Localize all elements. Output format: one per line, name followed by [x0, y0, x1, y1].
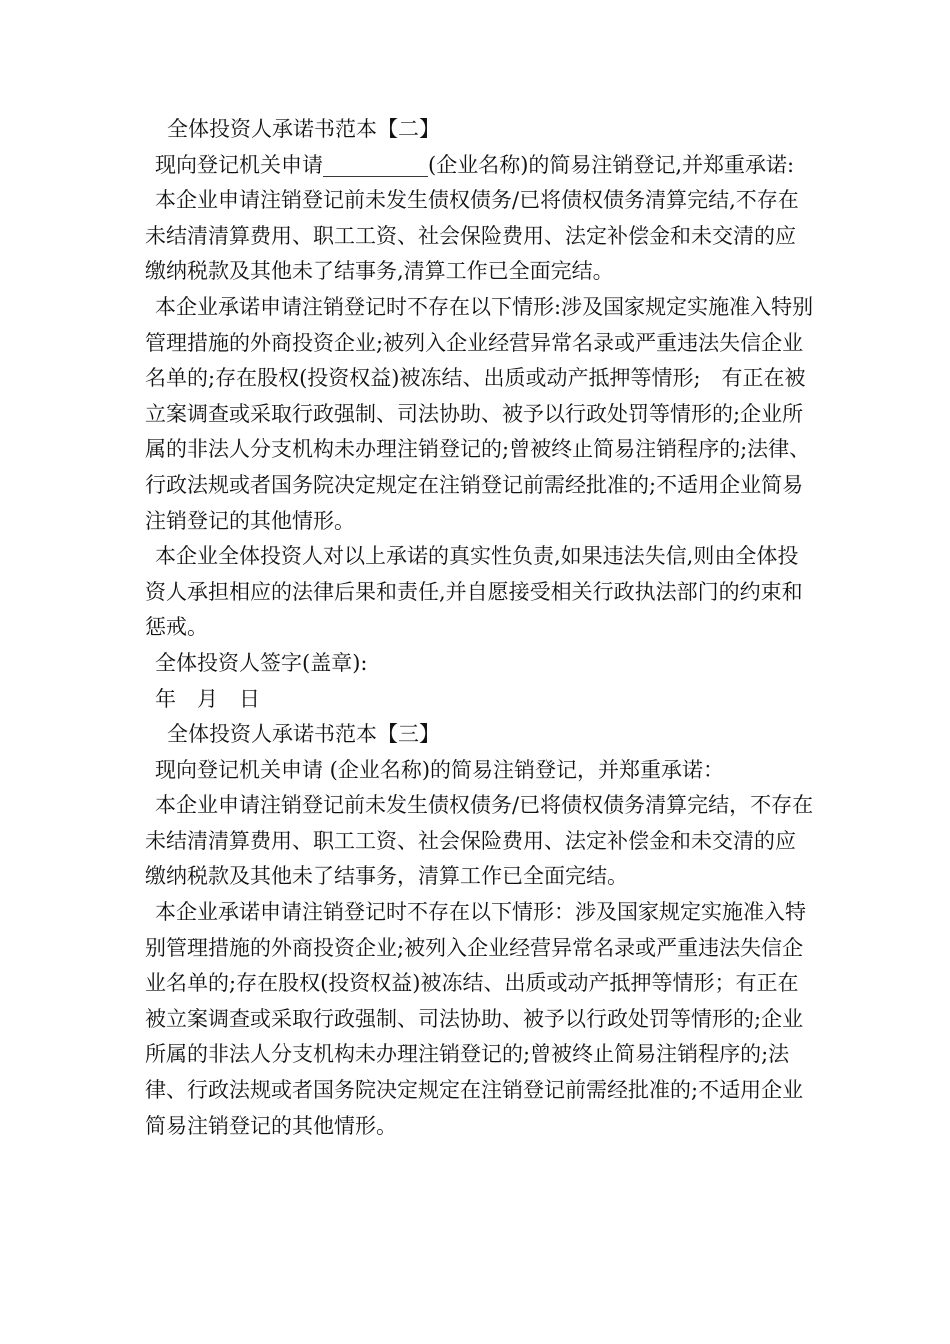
section2-title: 全体投资人承诺书范本【二】 [167, 117, 440, 141]
section2-para1: 现向登记机关申请__________(企业名称)的简易注销登记,并郑重承诺: [155, 152, 795, 177]
section2-para3: 本企业承诺申请注销登记时不存在以下情形:涉及国家规定实施准入特别管理措施的外商投资企业;被列入企业经营异常名录或严重违法失信企业名单的;存在股权(投资权益)被冻结、出质或动产抵押等情形; 有正在被立案调查或采取行政强制、司法协助、被予以行政处罚等情形的;企业所属的非法人分支机构未办理注销登记的;曾被终止简易注销程序的;法律、行政法规或者国务院决定规定在注销登记前需经批准的;不适用企业简易注销登记的其他情形。 [145, 294, 814, 533]
section2-date: 年 月 日 [155, 686, 260, 711]
document-page [145, 112, 815, 1144]
section2-signature: 全体投资人签字(盖章): [155, 650, 368, 675]
section3-para1: 现向登记机关申请 (企业名称)的简易注销登记，并郑重承诺： [155, 757, 725, 782]
section3-para3: 本企业承诺申请注销登记时不存在以下情形：涉及国家规定实施准入特别管理措施的外商投资企业;被列入企业经营异常名录或严重违法失信企业名单的;存在股权(投资权益)被冻结、出质或动产抵押等情形；有正在被立案调查或采取行政强制、司法协助、被予以行政处罚等情形的;企业所属的非法人分支机构未办理注销登记的;曾被终止简易注销程序的;法律、行政法规或者国务院决定规定在注销登记前需经批准的;不适用企业简易注销登记的其他情形。 [145, 900, 806, 1138]
section3-para2: 本企业申请注销登记前未发生债权债务/已将债权债务清算完结，不存在未结清清算费用、职工工资、社会保险费用、法定补偿金和未交清的应缴纳税款及其他未了结事务，清算工作已全面完结。 [145, 793, 814, 889]
section3-title: 全体投资人承诺书范本【三】 [167, 722, 440, 747]
section2-para4: 本企业全体投资人对以上承诺的真实性负责,如果违法失信,则由全体投资人承担相应的法律后果和责任,并自愿接受相关行政执法部门的约束和惩戒。 [145, 544, 803, 640]
section2-para2: 本企业申请注销登记前未发生债权债务/已将债权债务清算完结,不存在未结清清算费用、职工工资、社会保险费用、法定补偿金和未交清的应缴纳税款及其他未了结事务,清算工作已全面完结。 [145, 188, 799, 284]
